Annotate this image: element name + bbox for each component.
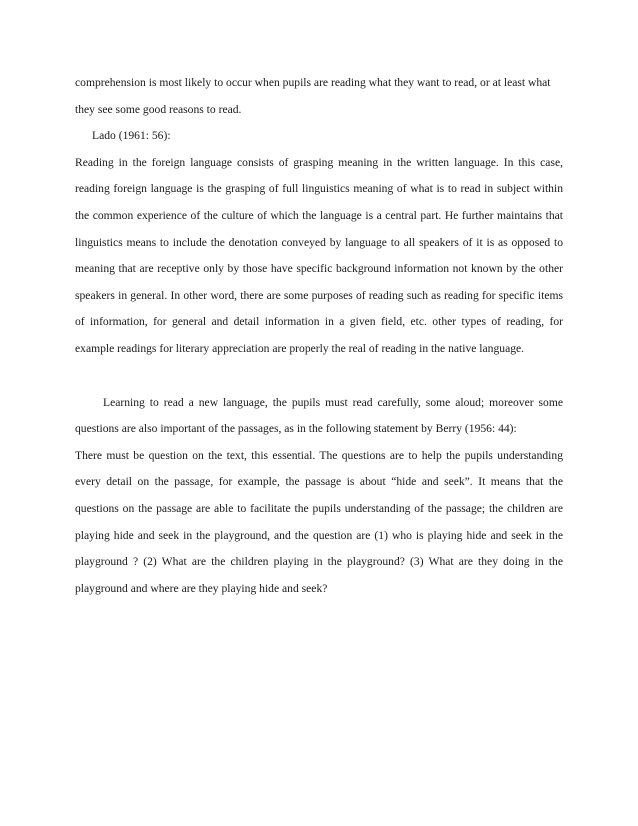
continued-paragraph: comprehension is most likely to occur when pupils are reading what they want to read, or at least what they see some good reasons to read.	[75, 76, 551, 116]
quote-berry: There must be question on the text, this essential. The questions are to help the pupils understanding every detail on the passage, for example, the passage is about “hide and seek”. It means that the questions on the passage are able to facilitate the pupils understanding of the passage; the children are playing hide and seek in the playground, and the question are (1) who is playing hide and seek in the playground ? (2) What are the children playing in the playground? (3) What are they doing in the playground and where are they playing hide and seek?	[75, 448, 563, 595]
paragraph-learning: Learning to read a new language, the pupils must read carefully, some aloud; moreover some questions are also important of the passages, as in the following statement by Berry (1956: 44):	[75, 395, 563, 436]
quote-lado: Reading in the foreign language consists of grasping meaning in the written language. In this case, reading foreign language is the grasping of full linguistics meaning of what is to read in subject within the common experience of the culture of which the language is a central part. He further maintains that linguistics means to include the denotation conveyed by language to all speakers of it is as opposed to meaning that are receptive only by those have specific background information not known by the other speakers in general. In other word, there are some purposes of reading such as reading for specific items of information, for general and detail information in a given field, etc. other types of reading, for example readings for literary appreciation are properly the real of reading in the native language.	[75, 155, 563, 355]
paragraph-gap	[75, 363, 563, 390]
document-page	[75, 70, 563, 602]
citation-lado: Lado (1961: 56):	[92, 129, 171, 143]
